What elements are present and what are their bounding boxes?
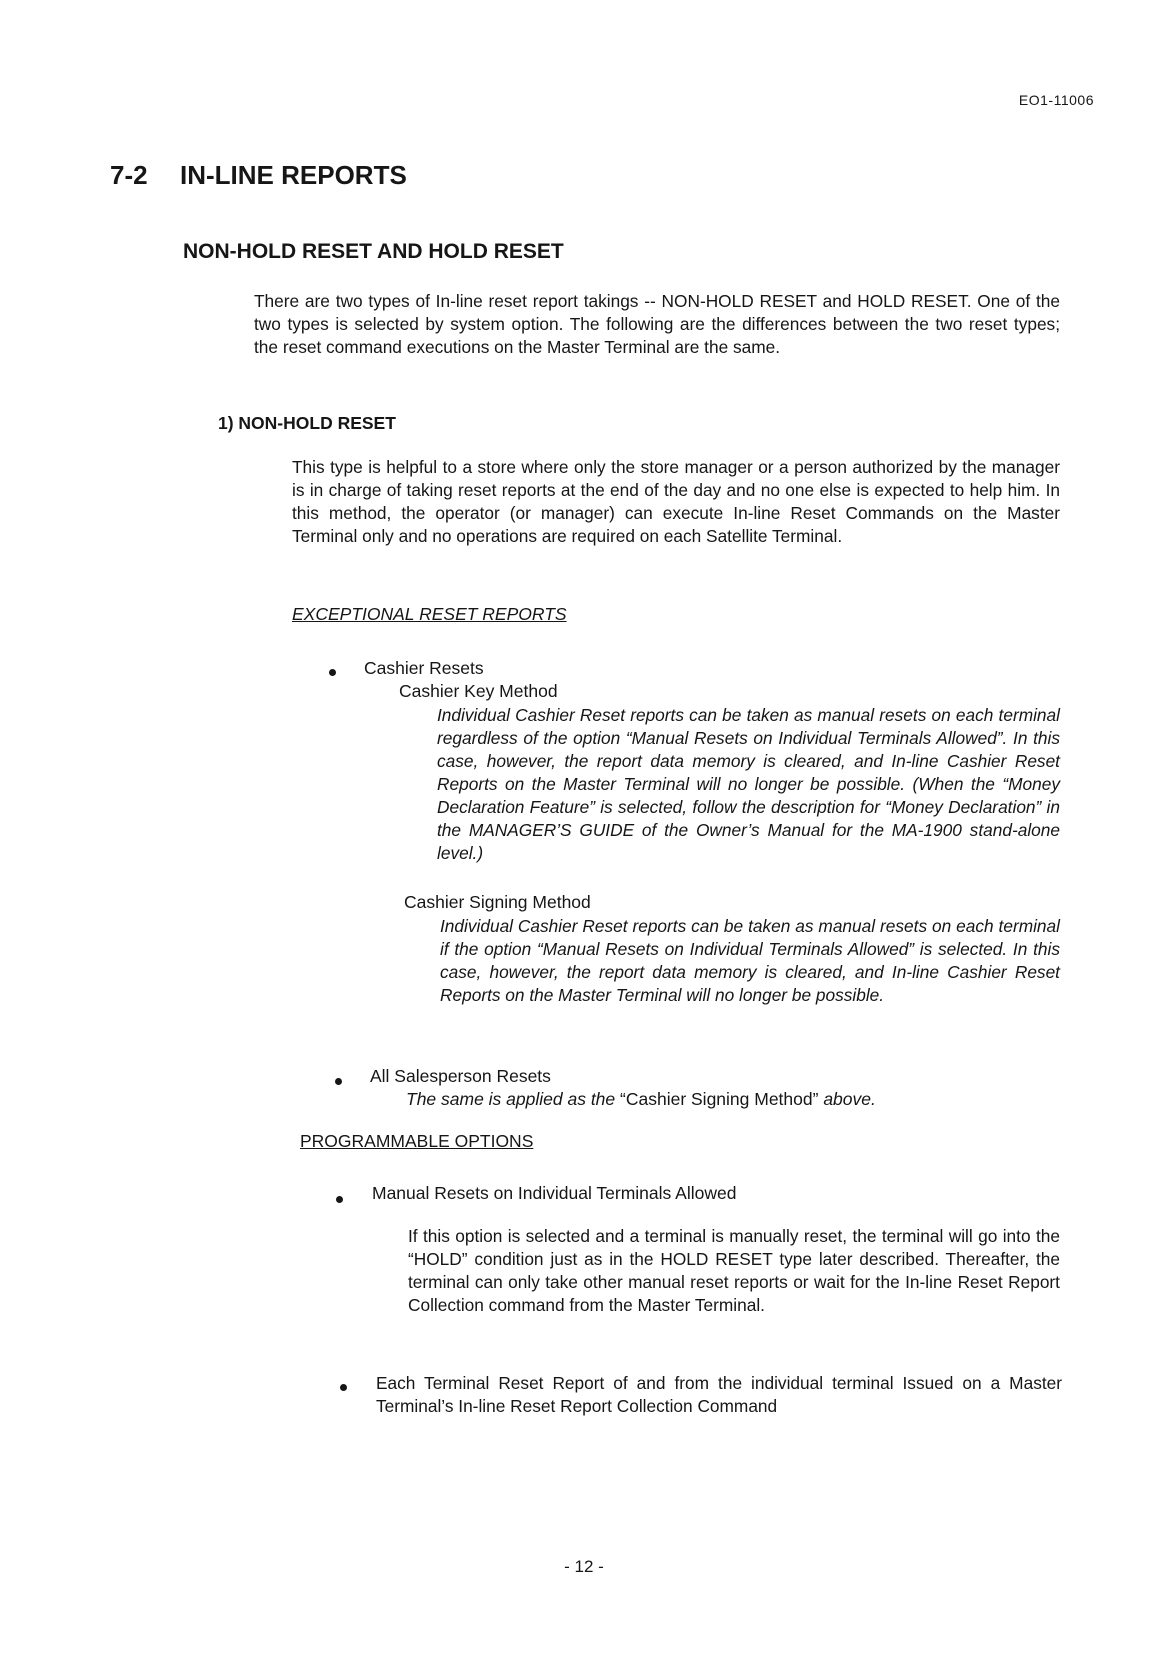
salesperson-text-post: above.: [818, 1089, 876, 1109]
bullet-icon: [335, 1078, 342, 1085]
non-hold-reset-paragraph: This type is helpful to a store where only the store manager or a person authorized by the manager is in charge of taking reset reports at the end of the day and no one else is expected to help him. In this method, the operator (or manager) can execute In-line Reset Commands on the Master Terminal only and no operations are required on each Satellite Terminal.: [292, 457, 1060, 546]
exceptional-reset-reports-heading: EXCEPTIONAL RESET REPORTS: [292, 604, 567, 624]
page-number: - 12 -: [564, 1557, 604, 1576]
intro-paragraph: There are two types of In-line reset report takings -- NON-HOLD RESET and HOLD RESET. One of the two types is selected by system option. The following are the differences between the two reset types; the reset command executions on the Master Terminal are the same.: [254, 291, 1060, 357]
programmable-options-heading: PROGRAMMABLE OPTIONS: [300, 1131, 534, 1151]
cashier-key-method-label: Cashier Key Method: [399, 681, 558, 701]
cashier-signing-method-text: Individual Cashier Reset reports can be taken as manual resets on each terminal if the option “Manual Resets on Individual Terminals Allowed” is selected. In this case, however, the report data memory is cleared, and In-line Cashier Reset Reports on the Master Terminal will no longer be possible.: [440, 916, 1060, 1005]
cashier-resets-label: Cashier Resets: [364, 658, 484, 678]
salesperson-text-pre: The same is applied as the: [406, 1089, 621, 1109]
bullet-icon: [340, 1384, 347, 1391]
section-heading: [110, 160, 407, 191]
each-terminal-text: Each Terminal Reset Report of and from the individual terminal Issued on a Master Terminal’s In-line Reset Report Collection Command: [376, 1373, 1062, 1416]
manual-resets-label: Manual Resets on Individual Terminals Allowed: [372, 1183, 737, 1203]
cashier-key-method-text: Individual Cashier Reset reports can be taken as manual resets on each terminal regardless of the option “Manual Resets on Individual Terminals Allowed”. In this case, however, the report data memory is cleared, and In-line Cashier Reset Reports on the Master Terminal will no longer be possible. (When the “Money Declaration Feature” is selected, follow the description for “Money Declaration” in the MANAGER’S GUIDE of the Owner’s Manual for the MA-1900 stand-alone level.): [437, 705, 1060, 863]
item-heading-non-hold-reset: 1) NON-HOLD RESET: [218, 413, 396, 433]
salesperson-resets-text: [406, 1089, 876, 1110]
bullet-icon: [336, 1196, 343, 1203]
section-number: 7-2: [110, 160, 148, 190]
salesperson-text-quote: “Cashier Signing Method”: [620, 1089, 819, 1109]
document-code: EO1-11006: [1018, 92, 1094, 108]
section-title: IN-LINE REPORTS: [180, 160, 407, 190]
all-salesperson-resets-label: All Salesperson Resets: [370, 1066, 551, 1086]
subsection-title: NON-HOLD RESET AND HOLD RESET: [183, 240, 564, 263]
manual-resets-text: If this option is selected and a terminal is manually reset, the terminal will go into the “HOLD” condition just as in the HOLD RESET type later described. Thereafter, the terminal can only take other manual reset reports or wait for the In-line Reset Report Collection command from the Master Terminal.: [408, 1226, 1060, 1315]
cashier-signing-method-label: Cashier Signing Method: [404, 892, 591, 912]
bullet-icon: [329, 669, 336, 676]
